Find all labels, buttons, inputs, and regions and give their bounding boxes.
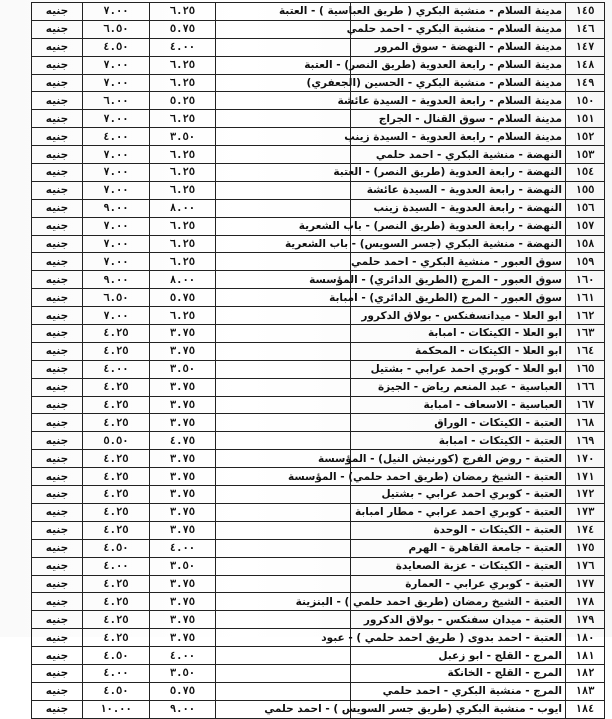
price-cell: ٧.٠٠ — [83, 110, 150, 128]
route-number-cell: ١٤٥ — [566, 3, 605, 21]
blank-cell — [216, 253, 351, 271]
table-row — [32, 521, 605, 539]
price-cell: ٤.٢٥ — [83, 521, 150, 539]
unit-cell: جنيه — [32, 521, 83, 539]
price-cell: ٧.٠٠ — [83, 253, 150, 271]
route-cell: العباسية - الاسعاف - امبابة — [351, 396, 566, 414]
blank-cell — [216, 432, 351, 450]
fare-cell: ٤.٠٠ — [150, 647, 216, 665]
table-row — [32, 235, 605, 253]
table-row — [32, 486, 605, 504]
table-row — [32, 164, 605, 182]
unit-cell: جنيه — [32, 664, 83, 682]
unit-cell: جنيه — [32, 217, 83, 235]
fare-cell: ٣.٧٥ — [150, 325, 216, 343]
table-row — [32, 503, 605, 521]
table-row — [32, 432, 605, 450]
blank-cell — [216, 20, 351, 38]
price-cell: ٧.٠٠ — [83, 235, 150, 253]
unit-cell: جنيه — [32, 164, 83, 182]
fare-cell: ٥.٢٥ — [150, 92, 216, 110]
fare-cell: ٣.٧٥ — [150, 414, 216, 432]
unit-cell: جنيه — [32, 360, 83, 378]
unit-cell: جنيه — [32, 396, 83, 414]
fare-cell: ٦.٢٥ — [150, 235, 216, 253]
fare-cell: ٣.٧٥ — [150, 629, 216, 647]
table-row — [32, 146, 605, 164]
table-row — [32, 289, 605, 307]
table-row — [32, 629, 605, 647]
blank-cell — [216, 486, 351, 504]
route-number-cell: ١٧١ — [566, 468, 605, 486]
route-number-cell: ١٤٦ — [566, 20, 605, 38]
blank-cell — [216, 682, 351, 700]
price-cell: ٧.٠٠ — [83, 74, 150, 92]
unit-cell: جنيه — [32, 199, 83, 217]
unit-cell: جنيه — [32, 647, 83, 665]
table-row — [32, 360, 605, 378]
fare-cell: ٣.٧٥ — [150, 486, 216, 504]
blank-cell — [216, 360, 351, 378]
route-cell: العباسية - عبد المنعم رياض - الجيزة — [351, 378, 566, 396]
table-row — [32, 396, 605, 414]
route-number-cell: ١٦٨ — [566, 414, 605, 432]
route-number-cell: ١٤٨ — [566, 56, 605, 74]
route-number-cell: ١٨١ — [566, 647, 605, 665]
route-cell: مدينة السلام - رابعة العدوية - السيدة زينب — [351, 128, 566, 146]
route-number-cell: ١٧٥ — [566, 539, 605, 557]
price-cell: ٧.٠٠ — [83, 164, 150, 182]
route-number-cell: ١٥٥ — [566, 181, 605, 199]
unit-cell: جنيه — [32, 486, 83, 504]
route-cell: مدينة السلام - سوق القنال - الجراج — [351, 110, 566, 128]
fare-cell: ٦.٢٥ — [150, 3, 216, 21]
price-cell: ٤.٥٠ — [83, 647, 150, 665]
unit-cell: جنيه — [32, 74, 83, 92]
unit-cell: جنيه — [32, 629, 83, 647]
blank-cell — [216, 664, 351, 682]
price-cell: ٤.٢٥ — [83, 468, 150, 486]
table-row — [32, 450, 605, 468]
route-number-cell: ١٥١ — [566, 110, 605, 128]
route-cell: المرج - منشية البكري - احمد حلمي — [351, 682, 566, 700]
fare-cell: ٤.٧٥ — [150, 432, 216, 450]
unit-cell: جنيه — [32, 503, 83, 521]
blank-cell — [216, 503, 351, 521]
fare-cell: ٣.٧٥ — [150, 575, 216, 593]
price-cell: ٤.٢٥ — [83, 503, 150, 521]
unit-cell: جنيه — [32, 38, 83, 56]
table-row — [32, 414, 605, 432]
table-row — [32, 128, 605, 146]
route-cell: العتبة - الكيتكات - امبابة — [351, 432, 566, 450]
price-cell: ٤.٢٥ — [83, 450, 150, 468]
table-row — [32, 468, 605, 486]
route-cell: العتبة - روض الفرج (كورنيش النيل) - المؤسسة — [351, 450, 566, 468]
route-number-cell: ١٦٠ — [566, 271, 605, 289]
table-row — [32, 611, 605, 629]
table-row — [32, 307, 605, 325]
price-cell: ٦.٥٠ — [83, 20, 150, 38]
table-row — [32, 181, 605, 199]
route-cell: سوق العبور - المرج (الطريق الدائري) - المؤسسة — [351, 271, 566, 289]
table-row — [32, 682, 605, 700]
unit-cell: جنيه — [32, 146, 83, 164]
fare-cell: ٣.٥٠ — [150, 128, 216, 146]
fare-cell: ٤.٠٠ — [150, 539, 216, 557]
blank-cell — [216, 342, 351, 360]
route-cell: النهضة - رابعة العدوية (طريق النصر) - العتبة — [351, 164, 566, 182]
unit-cell: جنيه — [32, 128, 83, 146]
route-cell: النهضة - رابعة العدوية - السيدة عائشة — [351, 181, 566, 199]
table-row — [32, 342, 605, 360]
route-number-cell: ١٥٩ — [566, 253, 605, 271]
price-cell: ٤.٢٥ — [83, 593, 150, 611]
price-cell: ٤.٠٠ — [83, 360, 150, 378]
route-number-cell: ١٧٧ — [566, 575, 605, 593]
table-row — [32, 539, 605, 557]
unit-cell: جنيه — [32, 3, 83, 21]
price-cell: ٤.٢٥ — [83, 414, 150, 432]
table-row — [32, 199, 605, 217]
unit-cell: جنيه — [32, 539, 83, 557]
unit-cell: جنيه — [32, 253, 83, 271]
route-cell: مدينة السلام - النهضة - سوق المرور — [351, 38, 566, 56]
fare-cell: ٤.٠٠ — [150, 38, 216, 56]
route-cell: النهضة - رابعة العدوية - السيدة زينب — [351, 199, 566, 217]
fare-cell: ٦.٢٥ — [150, 56, 216, 74]
price-cell: ٧.٠٠ — [83, 56, 150, 74]
route-number-cell: ١٤٩ — [566, 74, 605, 92]
table-row — [32, 217, 605, 235]
unit-cell: جنيه — [32, 450, 83, 468]
route-number-cell: ١٧٦ — [566, 557, 605, 575]
fare-table-body — [32, 3, 605, 719]
blank-cell — [216, 38, 351, 56]
route-number-cell: ١٦١ — [566, 289, 605, 307]
route-cell: النهضة - منشية البكري (جسر السويس) - باب الشعرية — [351, 235, 566, 253]
route-cell: العتبة - ميدان سفنكس - بولاق الدكرور — [351, 611, 566, 629]
route-number-cell: ١٨٤ — [566, 700, 605, 718]
blank-cell — [216, 146, 351, 164]
fare-cell: ٨.٠٠ — [150, 199, 216, 217]
fare-cell: ٣.٧٥ — [150, 378, 216, 396]
price-cell: ٧.٠٠ — [83, 3, 150, 21]
table-row — [32, 38, 605, 56]
fare-cell: ٦.٢٥ — [150, 164, 216, 182]
route-cell: ابو العلا - الكيتكات - المحكمة — [351, 342, 566, 360]
unit-cell: جنيه — [32, 289, 83, 307]
route-number-cell: ١٦٩ — [566, 432, 605, 450]
fare-cell: ٣.٥٠ — [150, 360, 216, 378]
price-cell: ٤.٢٥ — [83, 378, 150, 396]
route-cell: سوق العبور - المرج (الطريق الدائري) - امبابة — [351, 289, 566, 307]
blank-cell — [216, 325, 351, 343]
price-cell: ٧.٠٠ — [83, 146, 150, 164]
fare-cell: ٣.٧٥ — [150, 342, 216, 360]
fare-cell: ٣.٧٥ — [150, 450, 216, 468]
route-cell: مدينة السلام - رابعة العدوية (طريق النصر) - العتبة — [351, 56, 566, 74]
route-cell: سوق العبور - منشية البكري - احمد حلمي — [351, 253, 566, 271]
price-cell: ٤.٠٠ — [83, 664, 150, 682]
table-row — [32, 647, 605, 665]
route-number-cell: ١٦٥ — [566, 360, 605, 378]
price-cell: ٤.٢٥ — [83, 486, 150, 504]
blank-cell — [216, 378, 351, 396]
route-number-cell: ١٦٧ — [566, 396, 605, 414]
blank-cell — [216, 557, 351, 575]
route-cell: مدينة السلام - منشية البكري - احمد حلمي — [351, 20, 566, 38]
price-cell: ٤.٠٠ — [83, 557, 150, 575]
price-cell: ٤.٢٥ — [83, 629, 150, 647]
fare-cell: ٣.٧٥ — [150, 611, 216, 629]
route-cell: ابو العلا - ميدانسفنكس - بولاق الدكرور — [351, 307, 566, 325]
route-number-cell: ١٨٣ — [566, 682, 605, 700]
fare-cell: ٣.٧٥ — [150, 593, 216, 611]
unit-cell: جنيه — [32, 271, 83, 289]
table-row — [32, 700, 605, 718]
fare-cell: ٣.٧٥ — [150, 521, 216, 539]
unit-cell: جنيه — [32, 235, 83, 253]
blank-cell — [216, 181, 351, 199]
blank-cell — [216, 414, 351, 432]
fare-cell: ٥.٧٥ — [150, 20, 216, 38]
route-number-cell: ١٥٣ — [566, 146, 605, 164]
fare-table — [31, 2, 605, 719]
price-cell: ٧.٠٠ — [83, 307, 150, 325]
route-cell: النهضة - منشية البكري - احمد حلمي — [351, 146, 566, 164]
route-cell: المرج - القلج - ابو زعبل — [351, 647, 566, 665]
price-cell: ٤.٠٠ — [83, 128, 150, 146]
route-number-cell: ١٥٧ — [566, 217, 605, 235]
price-cell: ٤.٥٠ — [83, 38, 150, 56]
fare-cell: ٦.٢٥ — [150, 110, 216, 128]
fare-cell: ٣.٥٠ — [150, 664, 216, 682]
fare-cell: ٦.٢٥ — [150, 146, 216, 164]
unit-cell: جنيه — [32, 468, 83, 486]
unit-cell: جنيه — [32, 20, 83, 38]
table-row — [32, 593, 605, 611]
table-row — [32, 253, 605, 271]
route-number-cell: ١٥٠ — [566, 92, 605, 110]
route-cell: العتبة - كوبري عرابي - العمارة — [351, 575, 566, 593]
unit-cell: جنيه — [32, 575, 83, 593]
price-cell: ٦.٠٠ — [83, 92, 150, 110]
route-number-cell: ١٦٣ — [566, 325, 605, 343]
unit-cell: جنيه — [32, 342, 83, 360]
fare-cell: ٦.٢٥ — [150, 253, 216, 271]
route-number-cell: ١٦٤ — [566, 342, 605, 360]
blank-cell — [216, 647, 351, 665]
price-cell: ٤.٥٠ — [83, 682, 150, 700]
unit-cell: جنيه — [32, 682, 83, 700]
route-number-cell: ١٥٨ — [566, 235, 605, 253]
route-cell: ابو العلا - الكيتكات - امبابة — [351, 325, 566, 343]
table-row — [32, 20, 605, 38]
route-number-cell: ١٥٢ — [566, 128, 605, 146]
blank-cell — [216, 110, 351, 128]
unit-cell: جنيه — [32, 181, 83, 199]
route-cell: المرج - القلج - الخانكة — [351, 664, 566, 682]
fare-cell: ٦.٢٥ — [150, 74, 216, 92]
blank-cell — [216, 521, 351, 539]
table-row — [32, 378, 605, 396]
unit-cell: جنيه — [32, 611, 83, 629]
fare-cell: ٦.٢٥ — [150, 307, 216, 325]
route-number-cell: ١٧٣ — [566, 503, 605, 521]
price-cell: ٤.٢٥ — [83, 575, 150, 593]
route-cell: العتبة - الكيتكات - الوراق — [351, 414, 566, 432]
price-cell: ٤.٥٠ — [83, 539, 150, 557]
unit-cell: جنيه — [32, 378, 83, 396]
route-cell: العتبة - الكيتكات - عزبة الصعايدة — [351, 557, 566, 575]
blank-cell — [216, 199, 351, 217]
route-number-cell: ١٧٠ — [566, 450, 605, 468]
price-cell: ٤.٢٥ — [83, 396, 150, 414]
unit-cell: جنيه — [32, 432, 83, 450]
route-cell: العتبة - جامعة القاهرة - الهرم — [351, 539, 566, 557]
blank-cell — [216, 164, 351, 182]
route-cell: ابو العلا - كوبري احمد عرابي - بشتيل — [351, 360, 566, 378]
table-row — [32, 664, 605, 682]
fare-cell: ٣.٧٥ — [150, 468, 216, 486]
unit-cell: جنيه — [32, 56, 83, 74]
route-cell: العتبة - احمد بدوى ( طريق احمد حلمي ) - عبود — [351, 629, 566, 647]
route-cell: النهضة - رابعة العدوية (طريق النصر) - باب الشعرية — [351, 217, 566, 235]
unit-cell: جنيه — [32, 307, 83, 325]
unit-cell: جنيه — [32, 110, 83, 128]
unit-cell: جنيه — [32, 557, 83, 575]
unit-cell: جنيه — [32, 414, 83, 432]
price-cell: ٤.٢٥ — [83, 342, 150, 360]
blank-cell — [216, 307, 351, 325]
route-number-cell: ١٨٠ — [566, 629, 605, 647]
unit-cell: جنيه — [32, 92, 83, 110]
price-cell: ٤.٢٥ — [83, 325, 150, 343]
route-cell: مدينة السلام - رابعة العدوية - السيدة عائشة — [351, 92, 566, 110]
route-number-cell: ١٦٢ — [566, 307, 605, 325]
route-number-cell: ١٧٩ — [566, 611, 605, 629]
unit-cell: جنيه — [32, 325, 83, 343]
price-cell: ٧.٠٠ — [83, 181, 150, 199]
route-cell: مدينة السلام - منشية البكري - الحسين (الجعفري) — [351, 74, 566, 92]
blank-cell — [216, 128, 351, 146]
fare-cell: ٨.٠٠ — [150, 271, 216, 289]
route-number-cell: ١٧٤ — [566, 521, 605, 539]
route-number-cell: ١٥٦ — [566, 199, 605, 217]
price-cell: ٦.٥٠ — [83, 289, 150, 307]
fare-cell: ٣.٧٥ — [150, 503, 216, 521]
table-row — [32, 110, 605, 128]
blank-cell — [216, 92, 351, 110]
route-number-cell: ١٧٨ — [566, 593, 605, 611]
route-cell: العتبة - الشيخ رمضان (طريق احمد حلمي) - المؤسسة — [351, 468, 566, 486]
table-row — [32, 271, 605, 289]
route-cell: العتبة - الكيتكات - الوحدة — [351, 521, 566, 539]
table-row — [32, 74, 605, 92]
price-cell: ٩.٠٠ — [83, 199, 150, 217]
unit-cell: جنيه — [32, 593, 83, 611]
blank-cell — [216, 611, 351, 629]
price-cell: ٩.٠٠ — [83, 271, 150, 289]
price-cell: ٧.٠٠ — [83, 217, 150, 235]
fare-cell: ٥.٧٥ — [150, 289, 216, 307]
table-row — [32, 575, 605, 593]
table-row — [32, 325, 605, 343]
blank-cell — [216, 396, 351, 414]
route-number-cell: ١٤٧ — [566, 38, 605, 56]
price-cell: ٤.٢٥ — [83, 611, 150, 629]
fare-cell: ٦.٢٥ — [150, 181, 216, 199]
table-row — [32, 557, 605, 575]
fare-cell: ٣.٧٥ — [150, 396, 216, 414]
route-number-cell: ١٦٦ — [566, 378, 605, 396]
fare-cell: ٣.٥٠ — [150, 557, 216, 575]
table-row — [32, 92, 605, 110]
route-number-cell: ١٧٢ — [566, 486, 605, 504]
table-row — [32, 56, 605, 74]
blank-cell — [216, 539, 351, 557]
route-cell: العتبة - كوبري احمد عرابي - مطار امبابة — [351, 503, 566, 521]
price-cell: ٥.٥٠ — [83, 432, 150, 450]
route-cell: ايوب - منشية البكري (طريق جسر السويس ) - احمد حلمي — [351, 700, 566, 718]
route-cell: العتبة - الشيخ رمضان (طريق احمد حلمي ) - البنزينة — [351, 593, 566, 611]
route-cell: العتبة - كوبري احمد عرابي - بشتيل — [351, 486, 566, 504]
route-number-cell: ١٥٤ — [566, 164, 605, 182]
unit-cell: جنيه — [32, 700, 83, 718]
fare-cell: ٥.٧٥ — [150, 682, 216, 700]
route-number-cell: ١٨٢ — [566, 664, 605, 682]
fare-cell: ٦.٢٥ — [150, 217, 216, 235]
table-row — [32, 3, 605, 21]
route-cell: مدينة السلام - منشية البكري ( طريق العباسية ) - العتبة — [351, 3, 566, 21]
price-cell: ١٠.٠٠ — [83, 700, 150, 718]
fare-cell: ٩.٠٠ — [150, 700, 216, 718]
blank-cell — [216, 575, 351, 593]
